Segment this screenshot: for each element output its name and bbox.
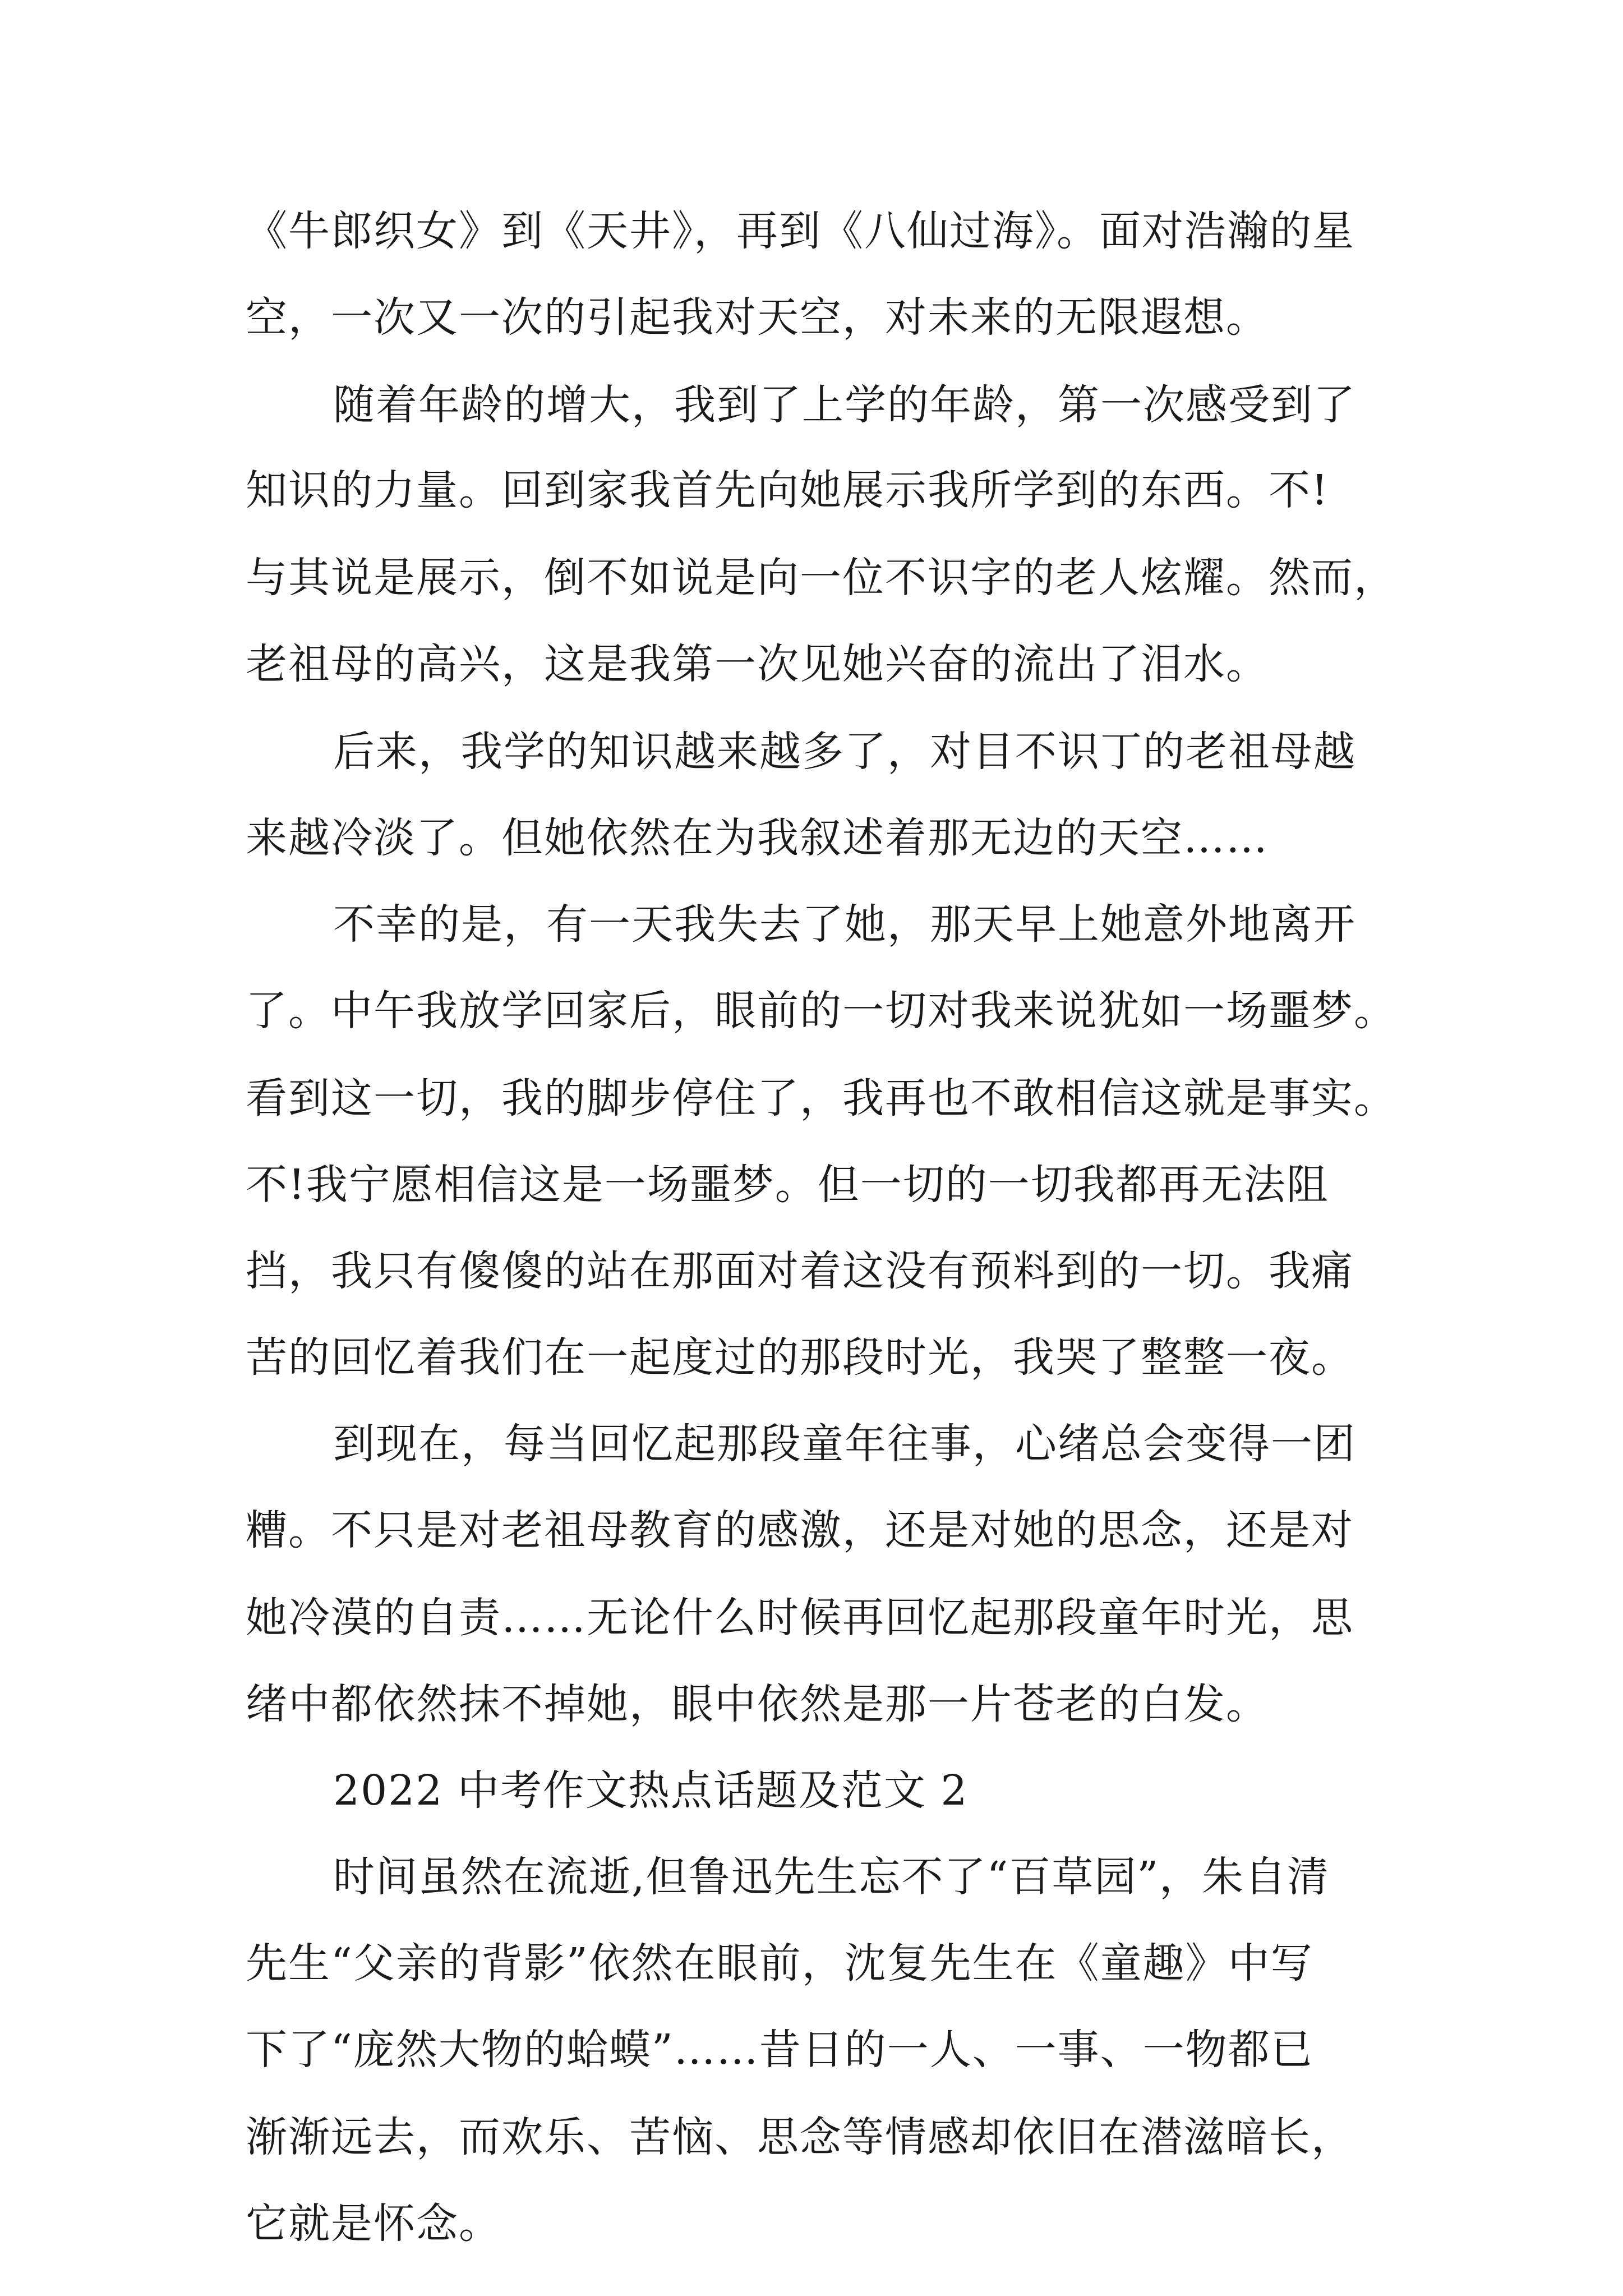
- text-line: 她冷漠的自责……无论什么时候再回忆起那段童年时光，思: [246, 1594, 1354, 1642]
- text-line: 与其说是展示，倒不如说是向一位不识字的老人炫耀。然而，: [246, 554, 1396, 602]
- text-line: 下了“庞然大物的蛤蟆”……昔日的一人、一事、一物都已: [246, 2026, 1313, 2074]
- text-line: 苦的回忆着我们在一起度过的那段时光，我哭了整整一夜。: [246, 1333, 1354, 1382]
- text-line: 先生“父亲的背影”依然在眼前，沈复先生在《童趣》中写: [246, 1939, 1313, 1987]
- section-heading: 2022 中考作文热点话题及范文 2: [333, 1766, 969, 1815]
- text-line: 空，一次又一次的引起我对天空，对未来的无限遐想。: [246, 293, 1269, 342]
- text-line: 不!我宁愿相信这是一场噩梦。但一切的一切我都再无法阻: [246, 1161, 1329, 1209]
- paragraph-start-line: 不幸的是，有一天我失去了她，那天早上她意外地离开: [333, 900, 1356, 949]
- text-line: 挡，我只有傻傻的站在那面对着这没有预料到的一切。我痛: [246, 1247, 1354, 1295]
- paragraph-start-line: 后来，我学的知识越来越多了，对目不识丁的老祖母越: [333, 728, 1356, 776]
- text-line: 来越冷淡了。但她依然在为我叙述着那无边的天空……: [246, 814, 1269, 862]
- paragraph-start-line: 到现在，每当回忆起那段童年往事，心绪总会变得一团: [333, 1420, 1356, 1468]
- text-line: 知识的力量。回到家我首先向她展示我所学到的东西。不!: [246, 466, 1329, 514]
- text-line: 渐渐远去，而欢乐、苦恼、思念等情感却依旧在潜滋暗长，: [246, 2113, 1354, 2161]
- text-line: 《牛郎织女》到《天井》，再到《八仙过海》。面对浩瀚的星: [246, 207, 1355, 255]
- text-line: 糟。不只是对老祖母教育的感激，还是对她的思念，还是对: [246, 1506, 1354, 1554]
- paragraph-start-line: 随着年龄的增大，我到了上学的年龄，第一次感受到了: [333, 381, 1356, 429]
- text-line: 看到这一切，我的脚步停住了，我再也不敢相信这就是事实。: [246, 1074, 1396, 1122]
- text-line: 老祖母的高兴，这是我第一次见她兴奋的流出了泪水。: [246, 640, 1269, 688]
- text-line: 了。中午我放学回家后，眼前的一切对我来说犹如一场噩梦。: [246, 987, 1396, 1035]
- text-line: 它就是怀念。: [246, 2200, 501, 2248]
- text-line: 绪中都依然抹不掉她，眼中依然是那一片苍老的白发。: [246, 1680, 1269, 1728]
- paragraph-start-line: 时间虽然在流逝,但鲁迅先生忘不了“百草园”，朱自清: [333, 1853, 1330, 1901]
